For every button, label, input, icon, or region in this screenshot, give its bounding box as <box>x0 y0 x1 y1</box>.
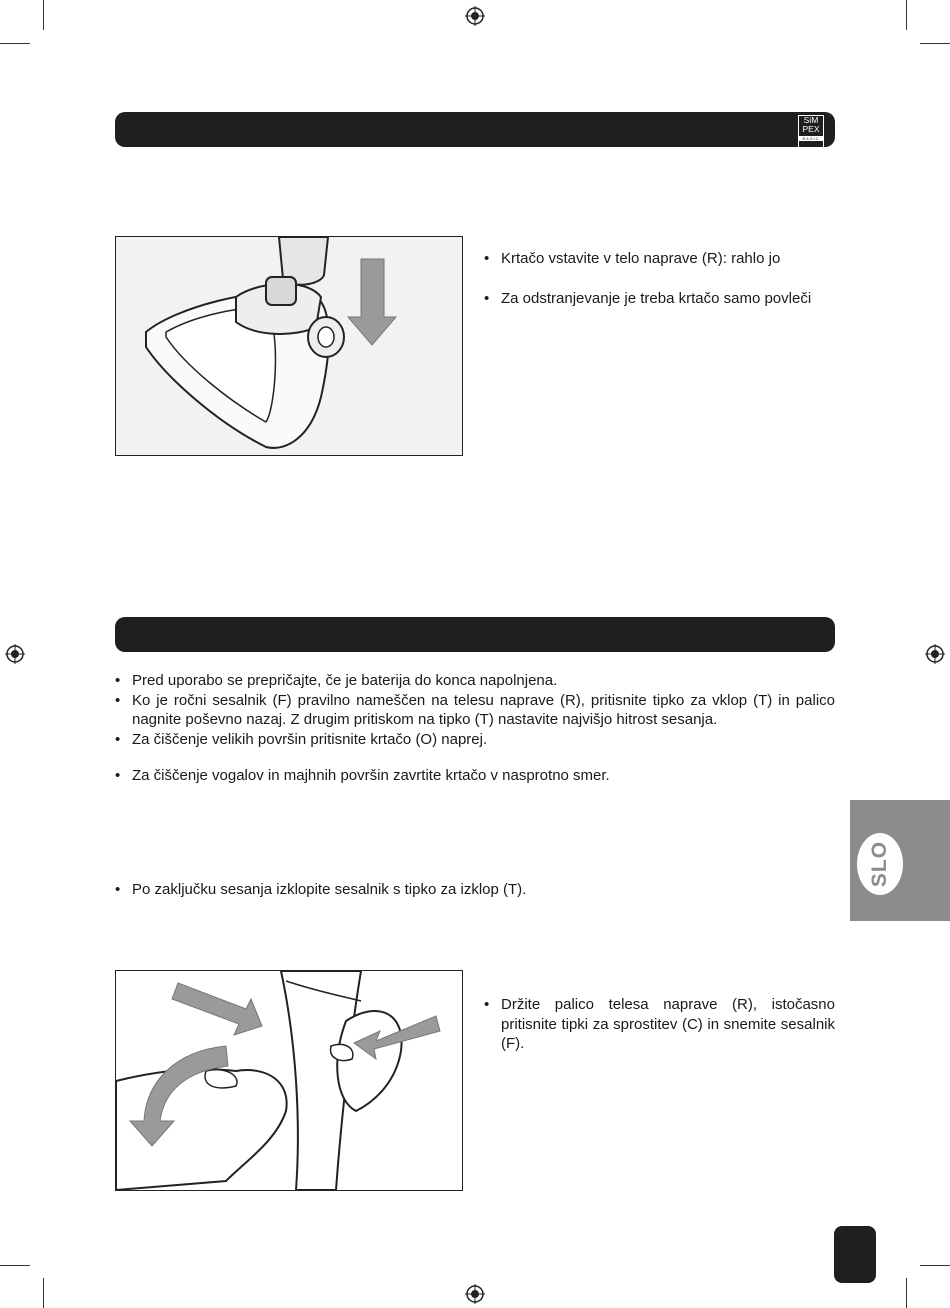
registration-mark-icon <box>925 644 945 664</box>
handheld-release-illustration <box>115 970 463 1191</box>
registration-mark-icon <box>5 644 25 664</box>
logo-text-sub: BASIC <box>799 136 823 141</box>
crop-mark <box>43 0 44 30</box>
crop-mark <box>906 0 907 30</box>
language-label: SLO <box>868 840 892 888</box>
list-item: • Po zaključku sesanja izklopite sesalnik s tipko za izklop (T). <box>115 880 835 900</box>
crop-mark <box>920 43 950 44</box>
section-header-bar <box>115 617 835 652</box>
brush-insert-illustration <box>115 236 463 456</box>
crop-mark <box>920 1265 950 1266</box>
registration-mark-icon <box>465 6 485 26</box>
list-item: • Držite palico telesa naprave (R), istočasno pritisnite tipki za sprostitev (C) in snemite sesalnik (F). <box>484 995 835 1054</box>
section1-bullet-list <box>484 249 835 308</box>
crop-mark <box>43 1278 44 1308</box>
list-item: • Za odstranjevanje je treba krtačo samo povleči <box>484 289 835 309</box>
section2-bullet-list-c <box>115 880 835 900</box>
list-item: • Krtačo vstavite v telo naprave (R): rahlo jo <box>484 249 835 269</box>
list-item: • Za čiščenje velikih površin pritisnite krtačo (O) naprej. <box>115 730 835 750</box>
list-item: • Ko je ročni sesalnik (F) pravilno nameščen na telesu naprave (R), pritisnite tipko za vklop (T) in palico nagnite poševno nazaj. Z drugim pritiskom na tipko (T) nastavite najvišjo hitrost sesanja. <box>115 691 835 730</box>
crop-mark <box>906 1278 907 1308</box>
registration-mark-icon <box>465 1284 485 1304</box>
crop-mark <box>0 1265 30 1266</box>
list-item: • Pred uporabo se prepričajte, če je baterija do konca napolnjena. <box>115 671 835 691</box>
crop-mark <box>0 43 30 44</box>
section-header-bar <box>115 112 835 147</box>
logo-text-mid: PEX <box>802 124 820 134</box>
logo-text-top: SiM <box>803 115 819 125</box>
section3-bullet-list <box>484 995 835 1054</box>
page-number-box <box>834 1226 876 1283</box>
list-item: • Za čiščenje vogalov in majhnih površin zavrtite krtačo v nasprotno smer. <box>115 766 835 786</box>
language-badge <box>857 833 903 895</box>
section2-bullet-list <box>115 671 835 749</box>
simplex-logo <box>798 115 824 148</box>
section2-bullet-list-b <box>115 766 835 786</box>
